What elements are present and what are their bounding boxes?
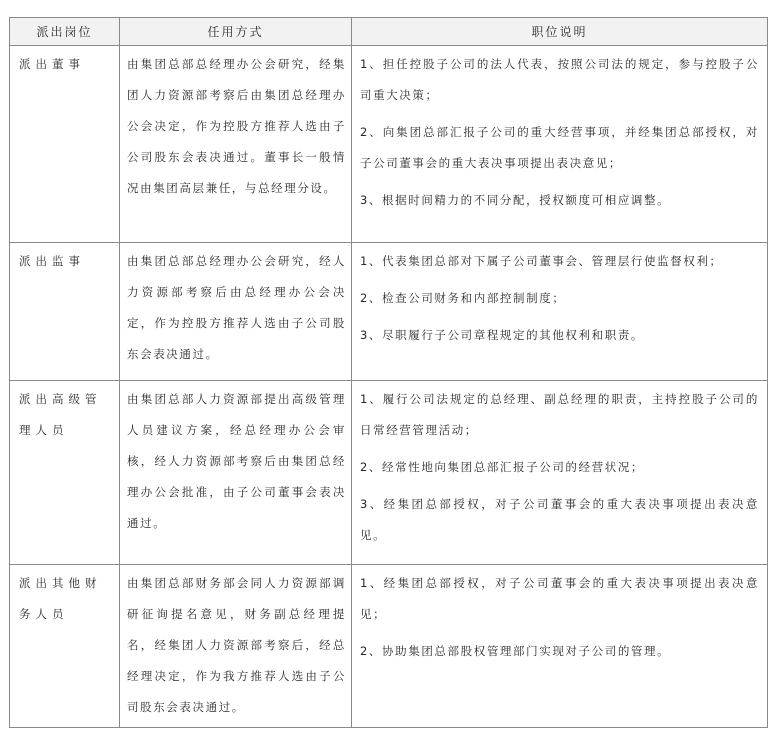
duty-item: 2、向集团总部汇报子公司的重大经营事项，并经集团总部授权，对子公司董事会的重大表决事项提出表决意见； xyxy=(360,125,759,170)
header-appointment: 任用方式 xyxy=(120,18,352,46)
duty-item: 3、经集团总部授权，对子公司董事会的重大表决事项提出表决意见。 xyxy=(360,497,759,542)
appointment-cell: 由集团总部总经理办公会研究，经人力资源部考察后由总经理办公会决定，作为控股方推荐人选由子公司股东会表决通过。 xyxy=(120,243,352,381)
duty-item: 1、担任控股子公司的法人代表，按照公司法的规定，参与控股子公司重大决策； xyxy=(360,57,759,102)
table-row xyxy=(10,565,768,728)
duty-item: 3、根据时间精力的不同分配，授权额度可相应调整。 xyxy=(360,193,671,207)
position-table xyxy=(9,17,768,728)
table-header-row xyxy=(10,18,768,46)
duty-item: 3、尽职履行子公司章程规定的其他权利和职责。 xyxy=(360,328,645,342)
duties-cell xyxy=(352,243,768,381)
duties-cell xyxy=(352,381,768,565)
duty-item: 1、履行公司法规定的总经理、副总经理的职责，主持控股子公司的日常经营管理活动； xyxy=(360,392,759,437)
table-row xyxy=(10,243,768,381)
position-cell: 派出董事 xyxy=(10,46,120,243)
table-row xyxy=(10,381,768,565)
duty-item: 1、经集团总部授权，对子公司董事会的重大表决事项提出表决意见； xyxy=(360,576,759,621)
position-cell: 派出其他财务人员 xyxy=(10,565,120,728)
table-row xyxy=(10,46,768,243)
appointment-cell: 由集团总部总经理办公会研究，经集团人力资源部考察后由集团总经理办公会决定，作为控股方推荐人选由子公司股东会表决通过。董事长一般情况由集团高层兼任，与总经理分设。 xyxy=(120,46,352,243)
header-duties: 职位说明 xyxy=(352,18,768,46)
appointment-cell: 由集团总部财务部会同人力资源部调研征询提名意见，财务副总经理提名，经集团人力资源部考察后，经总经理决定，作为我方推荐人选由子公司股东会表决通过。 xyxy=(120,565,352,728)
duty-item: 2、经常性地向集团总部汇报子公司的经营状况； xyxy=(360,460,645,474)
duty-item: 1、代表集团总部对下属子公司董事会、管理层行使监督权利； xyxy=(360,254,723,268)
duty-item: 2、协助集团总部股权管理部门实现对子公司的管理。 xyxy=(360,644,671,658)
duties-cell xyxy=(352,46,768,243)
appointment-cell: 由集团总部人力资源部提出高级管理人员建议方案，经总经理办公会审核，经人力资源部考察后由集团总经理办公会批准，由子公司董事会表决通过。 xyxy=(120,381,352,565)
duties-cell xyxy=(352,565,768,728)
duty-item: 2、检查公司财务和内部控制制度； xyxy=(360,291,566,305)
position-cell: 派出监事 xyxy=(10,243,120,381)
position-cell: 派出高级管理人员 xyxy=(10,381,120,565)
header-position: 派出岗位 xyxy=(10,18,120,46)
